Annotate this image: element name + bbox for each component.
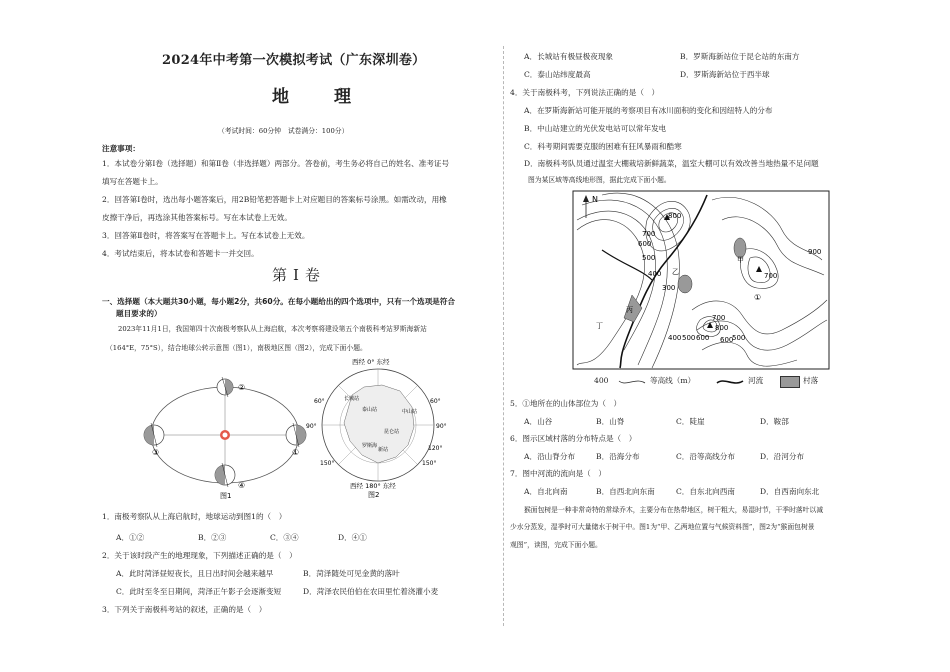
answer-option[interactable]: C．③④	[270, 533, 299, 542]
answer-option[interactable]: A．长城站有极昼极夜现象	[524, 52, 614, 61]
map-top-label: 西经 0° 东经	[352, 358, 390, 366]
question-stem: 7．图中河流的流向是（ ）	[510, 469, 606, 478]
passage-line: 2023年11月1日，我国第四十次南极考察队从上海启航，本次考察将建设第五个南极科考站罗斯海新站	[118, 325, 427, 333]
orbit-label: ②	[238, 383, 246, 392]
orbit-label: ①	[292, 448, 300, 457]
passage-line: 少水分蒸发，湿季时可大量储水于树干中。图1为“甲、乙两地位置与气候资料图”，图2为“猴面包树景	[510, 523, 815, 531]
legend-river-icon	[716, 377, 744, 387]
elevation-label: 800	[668, 212, 682, 220]
column-divider	[503, 46, 504, 626]
exam-title: 2024年中考第一次模拟考试（广东深圳卷）	[162, 53, 426, 68]
orbit-diagram	[140, 360, 310, 500]
answer-option[interactable]: B．菏泽随处可见金黄的落叶	[303, 569, 400, 578]
answer-option[interactable]: A．沿山脊分布	[524, 452, 576, 461]
lon-label: 60°	[314, 398, 325, 405]
question-stem: 2．关于该时段产生的地理现象，下列描述正确的是（ ）	[102, 551, 297, 560]
note-line: 4．考试结束后，将本试卷和答题卡一并交回。	[102, 249, 259, 258]
elevation-label: 500	[682, 334, 696, 342]
question-stem: 4．关于南极科考，下列说法正确的是（ ）	[510, 88, 660, 97]
section-instructions: 一、选择题（本大题共30小题，每小题2分，共60分。在每小题给出的四个选项中，只有一个选项是符合	[102, 297, 455, 306]
elevation-label: 500	[732, 334, 746, 342]
earth-icon-right	[286, 423, 306, 447]
answer-option[interactable]: C．自东北向西南	[676, 487, 735, 496]
answer-option[interactable]: D．南极科考队员通过温室大棚栽培新鲜蔬菜，温室大棚可以有效改善当地热量不足问题	[524, 159, 819, 168]
answer-option[interactable]: A．自北向南	[524, 487, 568, 496]
answer-option[interactable]: B．自西北向东南	[596, 487, 655, 496]
note-line: 填写在答题卡上。	[102, 177, 163, 186]
legend-river-label: 河流	[748, 376, 764, 385]
section-title: 第Ⅰ卷	[272, 266, 326, 284]
lon-label: 90°	[436, 423, 447, 430]
earth-icon-bottom	[215, 463, 235, 487]
answer-option[interactable]: A．①②	[116, 533, 145, 542]
elevation-label: 500	[642, 254, 656, 262]
elevation-label: 400	[648, 270, 662, 278]
map-bottom-label: 西经 180° 东经	[350, 482, 396, 490]
lon-label: 150°	[422, 460, 437, 467]
subject-title: 地 理	[272, 87, 365, 107]
answer-option[interactable]: B．山脊	[596, 417, 625, 426]
answer-option[interactable]: B．罗斯海新站位于昆仑站的东南方	[680, 52, 800, 61]
station-label: 长城站	[344, 396, 360, 402]
passage-line: 猴面包树是一种非常奇特的常绿乔木，主要分布在热带地区，树干粗大，易湿时节，干季时落叶以减	[524, 506, 824, 514]
answer-option[interactable]: D．④①	[338, 533, 367, 542]
answer-option[interactable]: C．此时至冬至日期间，菏泽正午影子会逐渐变短	[116, 587, 282, 596]
answer-option[interactable]: D．菏泽农民伯伯在农田里忙着浇灌小麦	[303, 587, 439, 596]
station-label: 中山站	[402, 409, 418, 415]
station-label: 新站	[378, 447, 389, 453]
elevation-label: 900	[808, 248, 822, 256]
station-label: 泰山站	[362, 407, 378, 413]
note-line: 皮擦干净后，再选涂其他答案标号。写在本试卷上无效。	[102, 213, 292, 222]
passage-line: （164°E，75°S），结合地球公转示意图（图1），南极地区图（图2），完成下面小题。	[106, 344, 367, 352]
legend-village-icon	[780, 376, 800, 388]
answer-option[interactable]: B．②③	[198, 533, 227, 542]
answer-option[interactable]: C．陡崖	[676, 417, 705, 426]
orbit-label: ④	[238, 481, 246, 490]
figure-caption: 图2	[368, 491, 380, 499]
map-intro: 图为某区域等高线地形图，据此完成下面小题。	[528, 176, 671, 184]
answer-option[interactable]: C．沿等高线分布	[676, 452, 735, 461]
answer-option[interactable]: C．泰山站纬度最高	[524, 70, 591, 79]
answer-option[interactable]: A．山谷	[524, 417, 553, 426]
place-label: 丙	[626, 306, 633, 314]
answer-option[interactable]: C．科考期间需要克服的困难有狂风暴雨和酷寒	[524, 142, 682, 151]
earth-icon-top	[217, 377, 233, 397]
village-icon	[734, 238, 746, 258]
legend-village-label: 村落	[803, 376, 819, 385]
answer-option[interactable]: D．沿河分布	[760, 452, 805, 461]
antarctica-map	[304, 355, 454, 500]
notes-heading: 注意事项：	[102, 144, 140, 153]
answer-option[interactable]: D．鞍部	[760, 417, 789, 426]
earth-icon-left	[144, 423, 164, 447]
elevation-label: 600	[696, 334, 710, 342]
place-label: 乙	[672, 268, 679, 276]
north-label: N	[592, 195, 598, 204]
legend-contour-value: 400	[594, 376, 609, 385]
lon-label: 120°	[428, 445, 443, 452]
passage-line: 观图”，读图，完成下面小题。	[510, 541, 602, 549]
legend-contour-icon	[618, 377, 646, 387]
lon-label: 60°	[430, 398, 441, 405]
note-line: 1．本试卷分第Ⅰ卷（选择题）和第Ⅱ卷（非选择题）两部分。答卷前，考生务必将自己的姓名、准考证号	[102, 159, 450, 168]
elevation-label: 600	[638, 240, 652, 248]
elevation-label: 300	[662, 284, 676, 292]
elevation-label: 600	[720, 336, 734, 344]
note-line: 3．回答第Ⅱ卷时，将答案写在答题卡上。写在本试卷上无效。	[102, 231, 310, 240]
answer-option[interactable]: B．沿海分布	[596, 452, 640, 461]
elevation-label: 700	[764, 272, 778, 280]
answer-option[interactable]: D．罗斯海新站位于西半球	[680, 70, 770, 79]
answer-option[interactable]: A．此时菏泽昼短夜长，且日出时间会越来越早	[116, 569, 274, 578]
answer-option[interactable]: A．在罗斯海新站可能开展的考察项目有冰川面积的变化和因纽特人的分布	[524, 106, 773, 115]
elevation-label: 700	[712, 314, 726, 322]
elevation-label: 400	[668, 334, 682, 342]
place-label: 甲	[737, 256, 744, 264]
station-label: 昆仑站	[384, 429, 400, 435]
note-line: 2．回答第Ⅰ卷时，选出每小题答案后，用2B铅笔把答题卡上对应题目的答案标号涂黑。如需改动，用橡	[102, 195, 447, 204]
legend-contour-label: 等高线（m）	[650, 376, 696, 385]
elevation-label: 800	[715, 324, 729, 332]
question-stem: 6．图示区域村落的分布特点是（ ）	[510, 434, 637, 443]
elevation-label: 700	[642, 230, 656, 238]
question-stem: 3．下列关于南极科考站的叙述，正确的是（ ）	[102, 605, 267, 614]
sun-icon-core	[223, 433, 228, 438]
village-icon	[678, 275, 692, 293]
question-stem: 5．①地所在的山体部位为（ ）	[510, 399, 622, 408]
map-frame	[573, 191, 829, 369]
contour-map	[572, 190, 830, 370]
station-label: 罗斯海	[362, 443, 378, 449]
place-label: 丁	[596, 322, 603, 330]
figure-caption: 图1	[220, 492, 232, 500]
place-label: ①	[754, 293, 762, 302]
question-stem: 1．南极考察队从上海启航时，地球运动到图1的（ ）	[102, 512, 287, 521]
orbit-label: ③	[152, 448, 160, 457]
exam-meta: （考试时间：60分钟 试卷满分：100分）	[218, 127, 349, 135]
answer-option[interactable]: B．中山站建立的光伏发电站可以常年发电	[524, 124, 667, 133]
section-instructions: 题目要求的）	[116, 309, 162, 318]
answer-option[interactable]: D．自西南向东北	[760, 487, 820, 496]
lon-label: 150°	[320, 460, 335, 467]
lon-label: 90°	[306, 423, 317, 430]
